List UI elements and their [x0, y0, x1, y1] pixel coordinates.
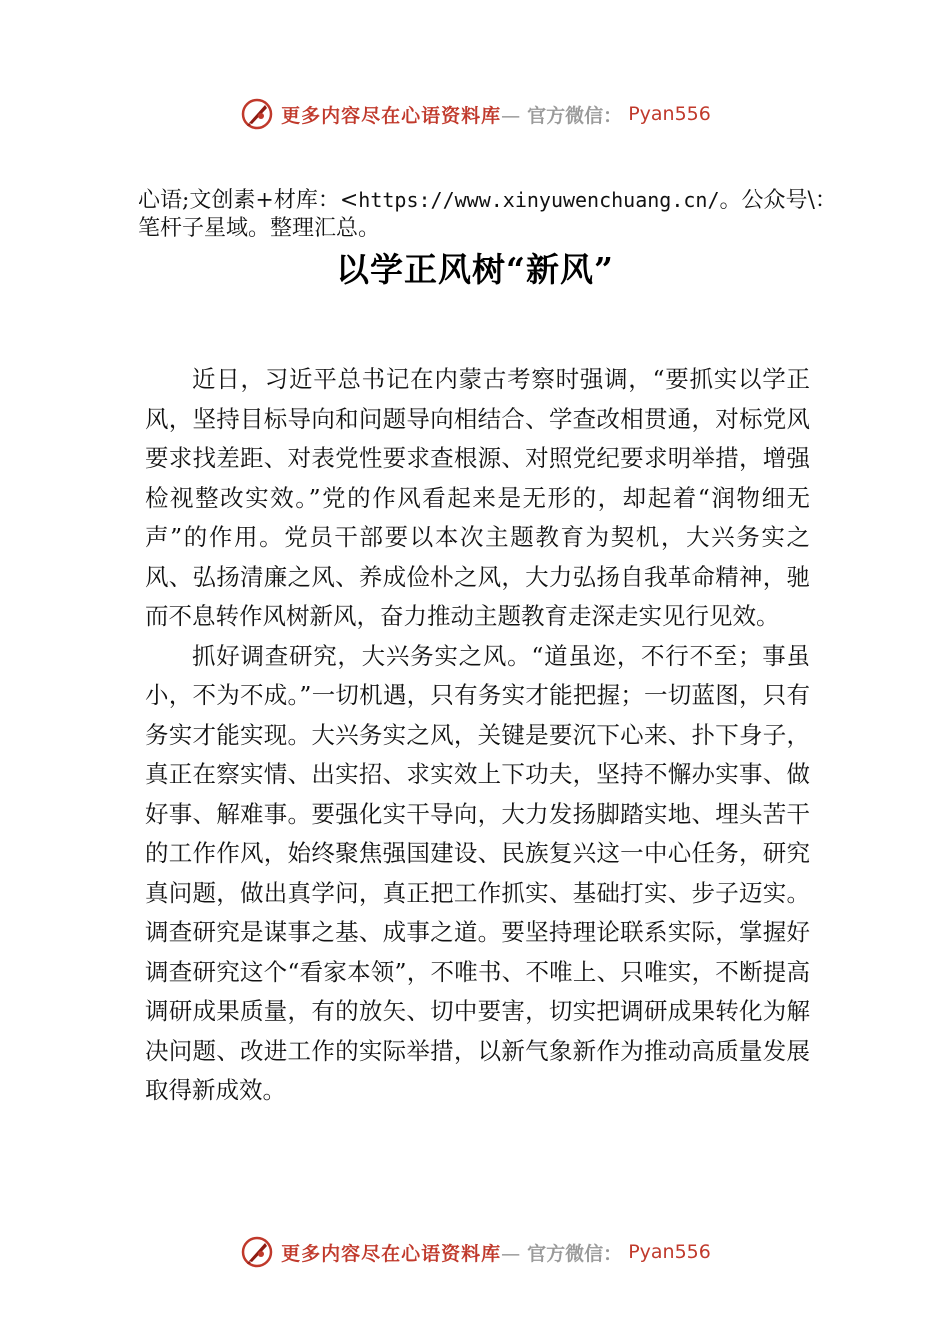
banner-dash: —: [501, 104, 522, 127]
header-banner: [0, 94, 950, 134]
banner-wechat-id: Pyan556: [628, 1241, 711, 1263]
banner-wechat-label: 官方微信：: [527, 104, 623, 127]
page-title: 以学正风树“新风”: [336, 250, 614, 289]
banner-main-text: 更多内容尽在心语资料库: [281, 1242, 502, 1265]
banner-text: [281, 101, 521, 128]
source-note-prefix: 心语;文创素+材库：<: [138, 188, 359, 213]
document-body: [145, 360, 810, 1111]
source-url-link[interactable]: https://www.xinyuwenchuang.cn/: [358, 188, 720, 212]
banner-main-text: 更多内容尽在心语资料库: [281, 104, 502, 127]
quill-pen-logo-icon: [239, 1234, 275, 1270]
paragraph-1: 近日，习近平总书记在内蒙古考察时强调，“要抓实以学正风，坚持目标导向和问题导向相结合、学查改相贯通，对标党风要求找差距、对表党性要求查根源、对照党纪要求明举措，增强检视整改实效。”党的作风看起来是无形的，却起着“润物细无声”的作用。党员干部要以本次主题教育为契机，大兴务实之风、弘扬清廉之风、养成俭朴之风，大力弘扬自我革命精神，驰而不息转作风树新风，奋力推动主题教育走深走实见行见效。: [145, 365, 810, 630]
banner-wechat-label: 官方微信：: [527, 1242, 623, 1265]
footer-banner: [0, 1232, 950, 1272]
banner-text: [281, 1239, 521, 1266]
banner-wechat-id: Pyan556: [628, 103, 711, 125]
source-note-suffix: 。公众号\：笔杆子星域。整理汇总。: [138, 188, 837, 241]
banner-dash: —: [501, 1242, 522, 1265]
source-note: [138, 186, 858, 243]
quill-pen-logo-icon: [239, 96, 275, 132]
paragraph-2: 抓好调查研究，大兴务实之风。“道虽迩，不行不至；事虽小，不为不成。”一切机遇，只有务实才能把握；一切蓝图，只有务实才能实现。大兴务实之风，关键是要沉下心来、扑下身子，真正在察实情、出实招、求实效上下功夫，坚持不懈办实事、做好事、解难事。要强化实干导向，大力发扬脚踏实地、埋头苦干的工作作风，始终聚焦强国建设、民族复兴这一中心任务，研究真问题，做出真学问，真正把工作抓实、基础打实、步子迈实。调查研究是谋事之基、成事之道。要坚持理论联系实际，掌握好调查研究这个“看家本领”，不唯书、不唯上、只唯实，不断提高调研成果质量，有的放矢、切中要害，切实把调研成果转化为解决问题、改进工作的实际举措，以新气象新作为推动高质量发展取得新成效。: [145, 641, 810, 1104]
